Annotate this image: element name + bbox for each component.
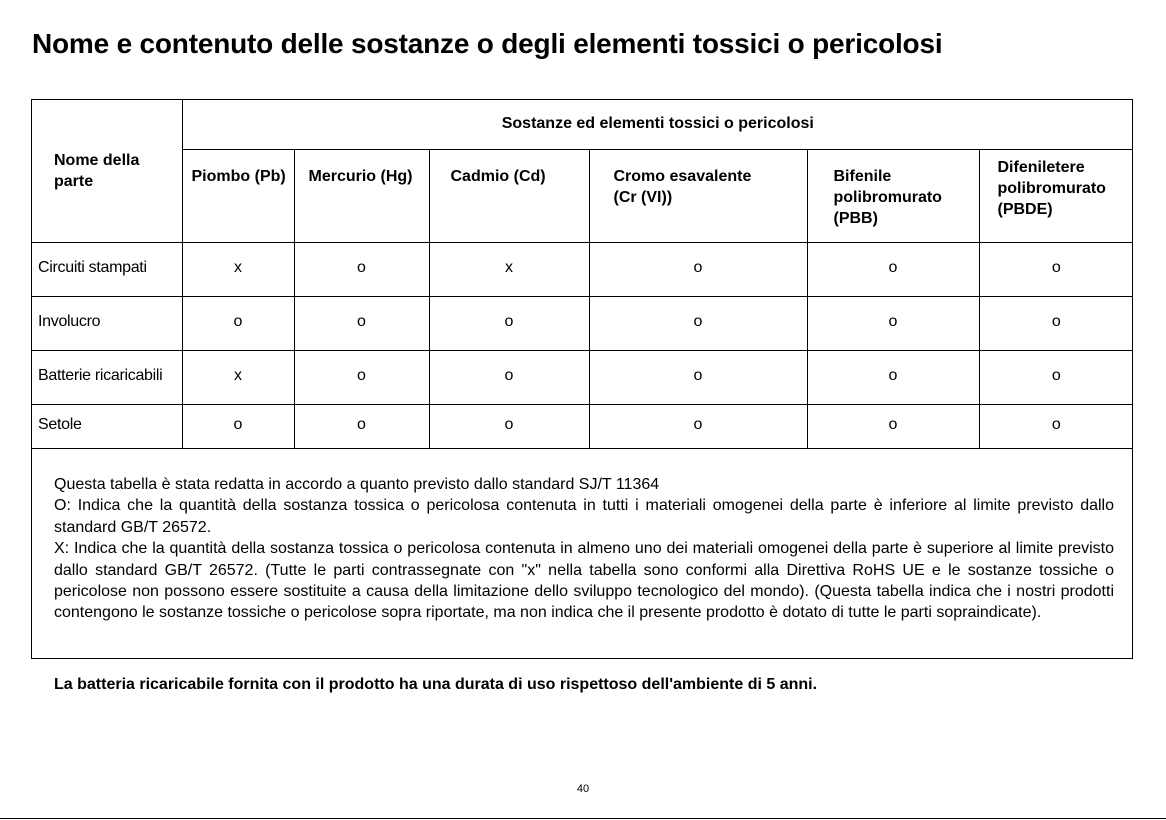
table-row: [32, 296, 1133, 350]
table-row: [32, 404, 1133, 448]
column-header-pbb: [807, 149, 979, 242]
substance-mark-cell: o: [807, 296, 979, 350]
hazardous-substances-box: [31, 99, 1133, 659]
column-header-line: Cromo esavalente: [613, 167, 752, 185]
substance-mark-cell: x: [182, 242, 294, 296]
part-name-header-line: Nome della: [54, 151, 140, 169]
o-legend-note: O: Indica che la quantità della sostanza tossica o pericolosa contenuta in tutti i materiali omogenei della parte è inferiore al limite previsto dallo standard GB/T 26572.: [54, 497, 1114, 536]
substance-mark-cell: o: [294, 404, 429, 448]
column-header-pbde: [979, 149, 1133, 242]
standard-note: Questa tabella è stata redatta in accordo a quanto previsto dallo standard SJ/T 11364: [54, 476, 660, 493]
substance-mark-cell: o: [979, 350, 1133, 404]
substance-mark-cell: o: [429, 404, 589, 448]
battery-lifetime-note: La batteria ricaricabile fornita con il prodotto ha una durata di uso rispettoso dell'ambiente di 5 anni.: [54, 676, 818, 693]
column-header-line: Bifenile: [833, 167, 892, 185]
substance-mark-cell: o: [294, 242, 429, 296]
substance-mark-cell: o: [807, 242, 979, 296]
substance-mark-cell: o: [589, 350, 807, 404]
page-title: Nome e contenuto delle sostanze o degli elementi tossici o pericolosi: [32, 28, 943, 59]
substance-mark-cell: o: [807, 350, 979, 404]
substance-mark-cell: o: [807, 404, 979, 448]
part-name-header-line: parte: [54, 172, 94, 190]
column-header-line: Mercurio (Hg): [308, 167, 413, 185]
substance-mark-cell: o: [294, 350, 429, 404]
column-header-chromium: [589, 149, 807, 242]
substance-mark-cell: o: [429, 296, 589, 350]
column-header-lead: [182, 149, 294, 242]
substance-mark-cell: o: [979, 404, 1133, 448]
substance-mark-cell: o: [589, 404, 807, 448]
column-header-line: (Cr (VI)): [613, 188, 673, 206]
table-row: [32, 242, 1133, 296]
column-header-cadmium: [429, 149, 589, 242]
part-name-header: [32, 100, 182, 242]
column-header-line: polibromurato: [997, 179, 1106, 197]
bottom-divider: [0, 818, 1166, 819]
part-name-cell: Setole: [32, 404, 182, 448]
table-notes: [54, 474, 1114, 624]
column-header-line: Cadmio (Cd): [450, 167, 546, 185]
table-row: [32, 350, 1133, 404]
substance-mark-cell: o: [979, 242, 1133, 296]
column-header-mercury: [294, 149, 429, 242]
substance-mark-cell: o: [429, 350, 589, 404]
part-name-cell: Involucro: [32, 296, 182, 350]
page-number: 40: [576, 783, 590, 795]
substances-group-header: Sostanze ed elementi tossici o pericolosi: [182, 100, 1133, 149]
column-header-line: polibromurato: [833, 188, 942, 206]
column-header-line: (PBDE): [997, 200, 1053, 218]
column-header-line: (PBB): [833, 209, 878, 227]
part-name-cell: Circuiti stampati: [32, 242, 182, 296]
substance-mark-cell: o: [979, 296, 1133, 350]
part-name-cell: Batterie ricaricabili: [32, 350, 182, 404]
hazardous-substances-table: [32, 100, 1133, 449]
substance-mark-cell: o: [182, 404, 294, 448]
column-header-line: Piombo (Pb): [191, 167, 286, 185]
substance-mark-cell: o: [294, 296, 429, 350]
column-header-line: Difeniletere: [997, 158, 1085, 176]
x-legend-note: X: Indica che la quantità della sostanza tossica o pericolosa contenuta in almeno uno dei materiali omogenei della parte è superiore al limite previsto dallo standard GB/T 26572. (Tutte le parti contrassegnate con "x" nella tabella sono conformi alla Direttiva RoHS UE e le sostanze tossiche o pericolose non possono essere sostituite a causa della limitazione dello sviluppo tecnologico del mondo). (Questa tabella indica che i nostri prodotti contengono le sostanze tossiche o pericolose sopra riportate, ma non indica che il presente prodotto è dotato di tutte le parti sopraindicate).: [54, 540, 1114, 622]
substance-mark-cell: o: [589, 242, 807, 296]
substance-mark-cell: o: [589, 296, 807, 350]
substance-mark-cell: x: [429, 242, 589, 296]
substance-mark-cell: o: [182, 296, 294, 350]
substance-mark-cell: x: [182, 350, 294, 404]
